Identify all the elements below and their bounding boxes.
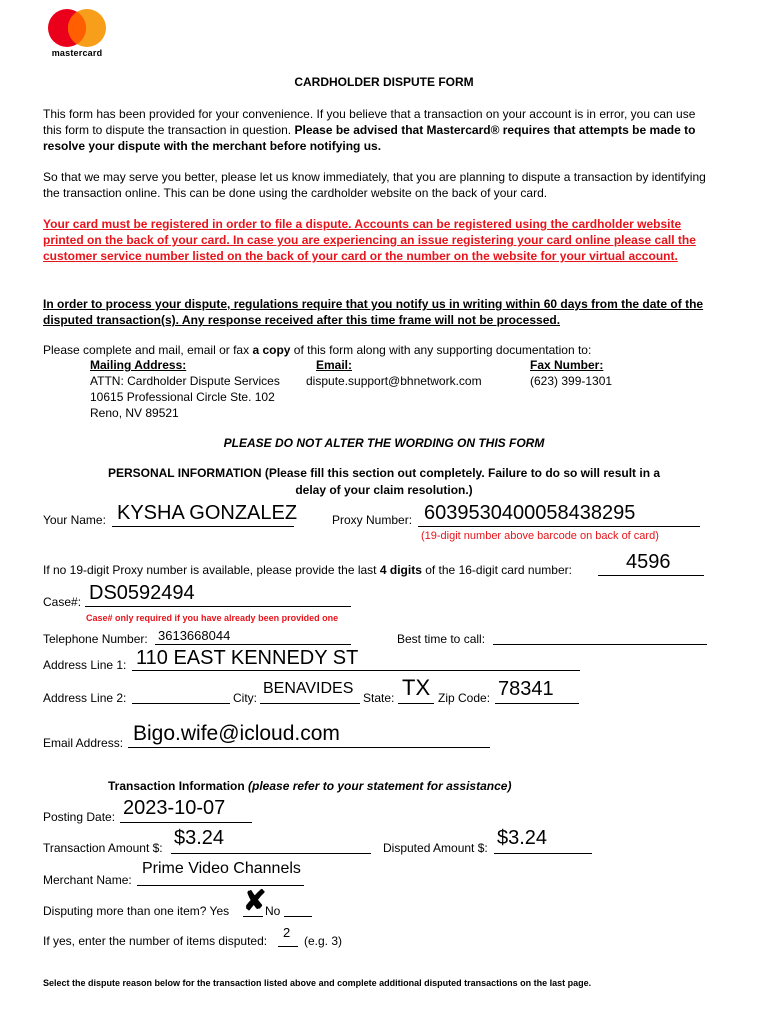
state-label: State: [363, 691, 395, 705]
mailing-line-3: Reno, NV 89521 [90, 406, 179, 420]
proxy-label: Proxy Number: [332, 513, 413, 527]
zip-line [495, 703, 579, 704]
no-field[interactable] [284, 916, 312, 917]
last4-field[interactable]: 4596 [626, 551, 671, 573]
fax-number: (623) 399-1301 [530, 374, 613, 388]
name-field[interactable]: KYSHA GONZALEZ [117, 502, 298, 524]
phone-label: Telephone Number: [43, 632, 148, 646]
phone-field[interactable]: 3613668044 [158, 628, 231, 643]
case-line [85, 606, 351, 607]
fax-heading: Fax Number: [530, 358, 604, 372]
intro-paragraph-2: So that we may serve you better, please let us know immediately, that you are planning to dispute a transaction by identifying the transaction online. This can be done using the cardholder website on the back of your card. [43, 170, 706, 200]
mastercard-logo [44, 8, 110, 64]
transaction-amount-label: Transaction Amount $: [43, 841, 163, 855]
disputed-amount-line [494, 853, 592, 854]
posting-date-line [120, 822, 252, 823]
transaction-amount-line [171, 853, 371, 854]
city-field[interactable]: BENAVIDES [263, 680, 354, 697]
mastercard-circles-icon [44, 8, 110, 48]
yes-checkmark-icon[interactable]: ✘ [243, 885, 267, 916]
address2-label: Address Line 2: [43, 691, 127, 705]
best-time-field[interactable] [493, 644, 707, 645]
do-not-alter-notice: PLEASE DO NOT ALTER THE WORDING ON THIS FORM [223, 436, 545, 450]
best-time-label: Best time to call: [397, 632, 486, 646]
merchant-field[interactable]: Prime Video Channels [142, 860, 301, 877]
mailing-line-2: 10615 Professional Circle Ste. 102 [90, 390, 275, 404]
merchant-line [137, 885, 304, 886]
case-note: Case# only required if you have already been provided one [86, 613, 339, 623]
dispute-email: dispute.support@bhnetwork.com [306, 374, 482, 388]
city-line [260, 703, 360, 704]
logo-wordmark: mastercard [51, 48, 103, 58]
proxy-note: (19-digit number above barcode on back of card) [421, 530, 659, 542]
mailing-address-heading: Mailing Address: [90, 358, 187, 372]
address1-line [132, 670, 580, 671]
proxy-field[interactable]: 6039530400058438295 [424, 502, 636, 524]
intro-paragraph-1 [43, 106, 713, 154]
email-field[interactable]: Bigo.wife@icloud.com [133, 722, 340, 745]
name-line [112, 526, 294, 527]
posting-date-field[interactable]: 2023-10-07 [123, 797, 226, 819]
submit-instructions: Please complete and mail, email or fax a copy of this form along with any supporting documentation to: [43, 343, 592, 357]
item-count-example: (e.g. 3) [304, 934, 343, 948]
email-label: Email Address: [43, 736, 124, 750]
form-title: CARDHOLDER DISPUTE FORM [294, 75, 474, 89]
regulation-notice: In order to process your dispute, regulations require that you notify us in writing within 60 days from the date of the disputed transaction(s). Any response received after this time frame will not be processed. [43, 297, 704, 327]
registration-warning: Your card must be registered in order to file a dispute. Accounts can be registered using the cardholder website printed on the back of your card. In case you are experiencing an issue registering your card online please call the customer service number listed on the back of your card or the number on the website for your virtual account. [43, 217, 696, 263]
item-count-line [278, 946, 298, 947]
address1-field[interactable]: 110 EAST KENNEDY ST [136, 647, 359, 669]
name-label: Your Name: [43, 513, 106, 527]
no-label: No [265, 904, 281, 918]
transaction-heading: Transaction Information (please refer to your statement for assistance) [108, 779, 512, 793]
multiple-items-label: Disputing more than one item? Yes [43, 904, 230, 918]
last4-line [598, 575, 704, 576]
address2-field[interactable] [132, 703, 230, 704]
state-field[interactable]: TX [402, 675, 431, 700]
email-line [128, 747, 490, 748]
personal-info-heading-1: PERSONAL INFORMATION (Please fill this section out completely. Failure to do so will result in a [107, 466, 661, 480]
phone-line [155, 644, 351, 645]
city-label: City: [233, 691, 257, 705]
yes-line [243, 916, 263, 917]
case-field[interactable]: DS0592494 [89, 582, 195, 604]
proxy-line [418, 526, 700, 527]
address1-label: Address Line 1: [43, 658, 127, 672]
state-line [398, 703, 434, 704]
last4-label: If no 19-digit Proxy number is available, please provide the last 4 digits of the 16-digit card number: [43, 563, 572, 577]
disputed-amount-field[interactable]: $3.24 [497, 827, 548, 849]
transaction-amount-field[interactable]: $3.24 [174, 827, 225, 849]
case-label: Case#: [43, 595, 82, 609]
mailing-line-1: ATTN: Cardholder Dispute Services [90, 374, 280, 388]
personal-info-heading-2: delay of your claim resolution.) [295, 483, 473, 497]
disputed-amount-label: Disputed Amount $: [383, 841, 488, 855]
item-count-field[interactable]: 2 [283, 925, 291, 940]
item-count-label: If yes, enter the number of items disputed: [43, 934, 268, 948]
footer-instructions: Select the dispute reason below for the transaction listed above and complete additional disputed transactions on the last page. [43, 978, 592, 988]
zip-field[interactable]: 78341 [498, 678, 554, 700]
posting-date-label: Posting Date: [43, 810, 116, 824]
email-heading: Email: [316, 358, 353, 372]
zip-label: Zip Code: [438, 691, 491, 705]
merchant-label: Merchant Name: [43, 873, 132, 887]
intro-advice: Please be advised that Mastercard® requires that attempts be made to resolve your dispute with the merchant before notifying us. [43, 123, 696, 153]
intro-text: This form has been provided for your convenience. If you believe that a transaction on your account is in error, you can use this form to dispute the transaction in question. [43, 107, 696, 137]
